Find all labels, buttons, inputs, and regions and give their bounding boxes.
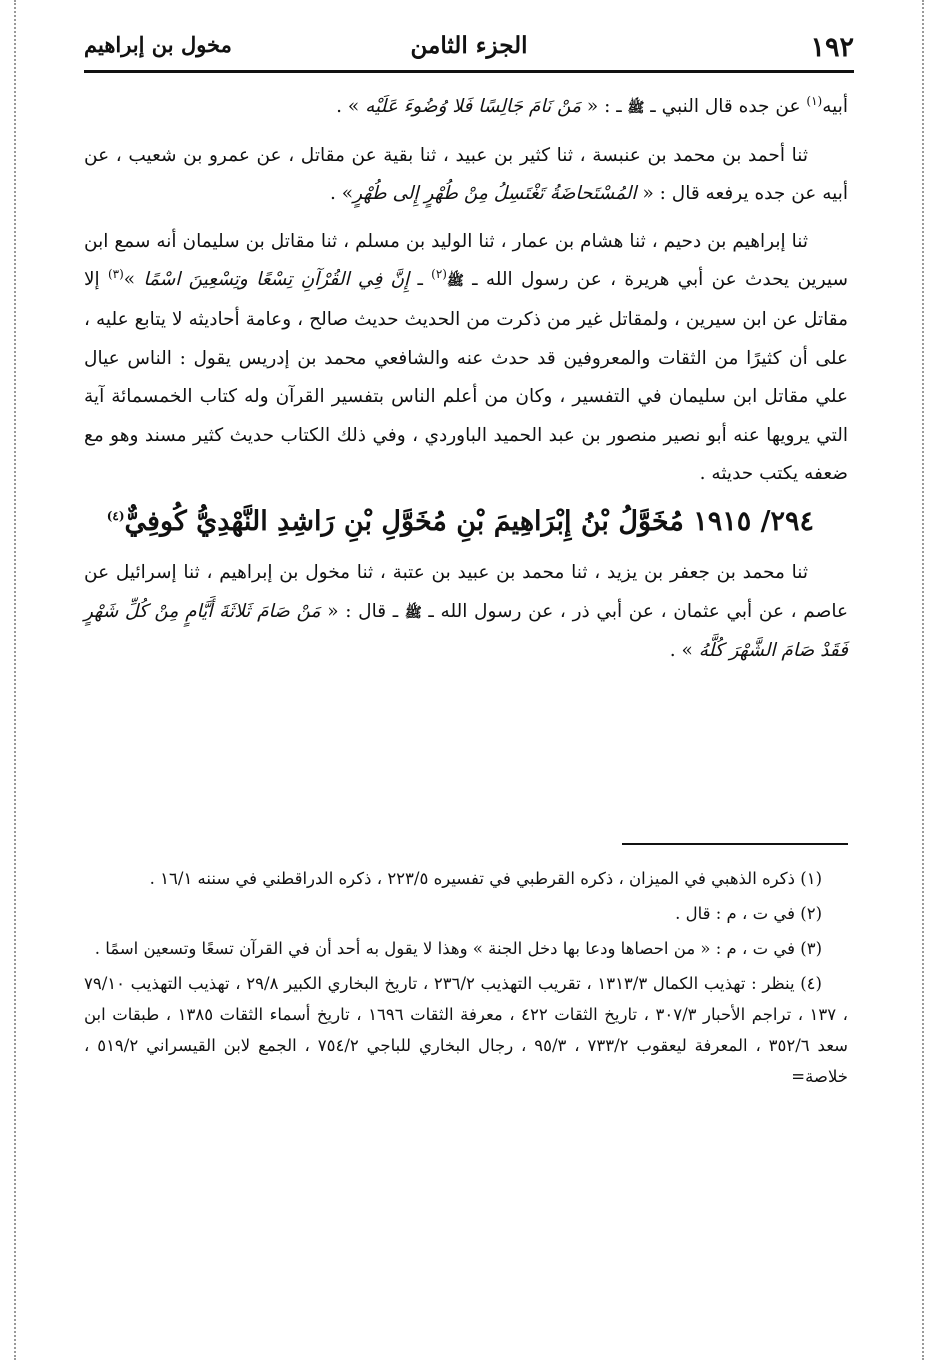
paragraph-1	[84, 88, 848, 128]
text-run: أبيه	[822, 96, 848, 117]
hadith-quote: إِنَّ فِي القُرْآنِ تِسْعًا وتِسْعِينَ اسْمًا	[143, 269, 410, 291]
paragraph-3	[84, 223, 848, 494]
text-run: ثنا أحمد بن محمد بن عنبسة ، ثنا كثير بن عبيد ، ثنا بقية عن مقاتل ، عن عمرو بن شعيب ، عن أبيه عن جده يرفعه قال : «	[84, 144, 848, 205]
paragraph-4	[84, 554, 848, 671]
footnote-ref-4: (٤)	[106, 508, 125, 523]
text-run: »	[123, 269, 144, 291]
hadith-quote: مَنْ نَامَ جَالِسًا فَلا وُضُوءَ عَلَيْه	[365, 96, 581, 117]
section-name: مخول بن إبراهيم	[84, 32, 232, 57]
footnote-separator	[622, 843, 848, 845]
text-run: إلا مقاتل عن ابن سيرين ، ولمقاتل غير من ذكرت من الحديث حديث صالح ، وعامة أحاديثه لا يتابع عليه ، على أن كثيرًا من الثقات والمعروفين قد حدث عنه والشافعي محمد بن إدريس يقول : الناس عيال علي مقاتل ابن سليمان في التفسير ، وكان من أعلم الناس بتفسير القرآن وله كتاب الخمسمائة آية التي يرويها عنه أبو نصير منصور بن عبد الحميد الباوردي ، وفي ذلك الكتاب حديث كثير مسند وهو مع ضعفه يكتب حديثه .	[84, 269, 848, 485]
running-header	[84, 26, 854, 73]
text-run: ثنا إبراهيم بن دحيم ، ثنا هشام بن عمار ، ثنا الوليد بن مسلم ، ثنا مقاتل بن سليمان أنه سمع ابن سيرين يحدث عن أبي هريرة ، عن رسول الله ـ	[84, 230, 848, 291]
text-run: ـ قال : «	[320, 600, 405, 622]
text-run: » .	[669, 640, 699, 662]
hadith-quote: المُسْتَحاضَةُ تَغْتَسِلُ مِنْ طُهْرٍ إِلى طُهْرٍ	[353, 183, 637, 205]
scan-edge-right	[922, 0, 924, 1360]
footnote-1: (١) ذكره الذهبي في الميزان ، ذكره القرطبي في تفسيره ٢٢٣/٥ ، ذكره الدراقطني في سننه ١٦/١ .	[149, 869, 822, 888]
paragraph-2	[84, 137, 848, 214]
text-run: ـ : «	[581, 96, 628, 117]
volume-title: الجزء الثامن	[410, 32, 528, 59]
footnote-ref-1: (١)	[806, 93, 823, 108]
footnote-3: (٣) في ت ، م : « من احصاها ودعا بها دخل الجنة » وهذا لا يقول به أحد أن في القرآن تسعًا وتسعين اسمًا .	[94, 939, 822, 958]
scan-edge-left	[14, 0, 16, 1360]
entry-heading-text: ٢٩٤/ ١٩١٥ مُخَوَّلُ بْنُ إِبْرَاهِيمَ بْنِ مُخَوَّلِ بْنِ رَاشِدِ النَّهْدِيُّ كُوفِيٌّ	[124, 505, 814, 537]
text-run: ـ	[409, 269, 432, 291]
footnotes	[84, 863, 848, 1096]
text-run: » .	[336, 96, 366, 117]
hadith-quote: مَنْ صَامَ ثَلاثَةَ أَيَّامٍ مِنْ كُلِّ شَهْرٍ فَقَدْ صَامَ الشَّهْرَ كُلَّهُ	[84, 600, 848, 662]
footnote-ref-3: (٣)	[107, 267, 124, 282]
footnote-2: (٢) في ت ، م : قال .	[675, 904, 822, 923]
honorific-symbol: ﷺ	[404, 604, 422, 621]
honorific-symbol: ﷺ	[627, 100, 645, 116]
footnote-ref-2: (٢)	[431, 267, 447, 282]
honorific-symbol: ﷺ	[446, 273, 464, 290]
text-run: عن جده قال النبي ـ	[644, 96, 807, 117]
text-run: ثنا محمد بن جعفر بن يزيد ، ثنا محمد بن عبيد بن عتبة ، ثنا مخول بن إبراهيم ، ثنا إسرائيل عن عاصم ، عن أبي عثمان ، عن أبي ذر ، عن رسول الله ـ	[84, 561, 849, 622]
page-number: ١٩٢	[810, 32, 854, 63]
text-run: » .	[330, 183, 354, 205]
footnote-4: (٤) ينظر : تهذيب الكمال ١٣١٣/٣ ، تقريب التهذيب ٢٣٦/٢ ، تاريخ البخاري الكبير ٢٩/٨ ، تهذيب التهذيب ٧٩/١٠ ، ١٣٧ ، تراجم الأحبار ٣٠٧/٣ ، تاريخ الثقات ٤٢٢ ، معرفة الثقات ١٦٩٦ ، تاريخ أسماء الثقات ١٣٨٥ ، طبقات ابن سعد ٣٥٢/٦ ، المعرفة ليعقوب ٧٣٣/٢ ، ٩٥/٣ ، رجال البخاري للباجي ٧٥٤/٢ ، الجمع لابن القيسراني ٥١٩/٢ ، خلاصة=	[84, 974, 848, 1086]
entry-heading	[84, 500, 848, 544]
main-text	[84, 88, 848, 671]
